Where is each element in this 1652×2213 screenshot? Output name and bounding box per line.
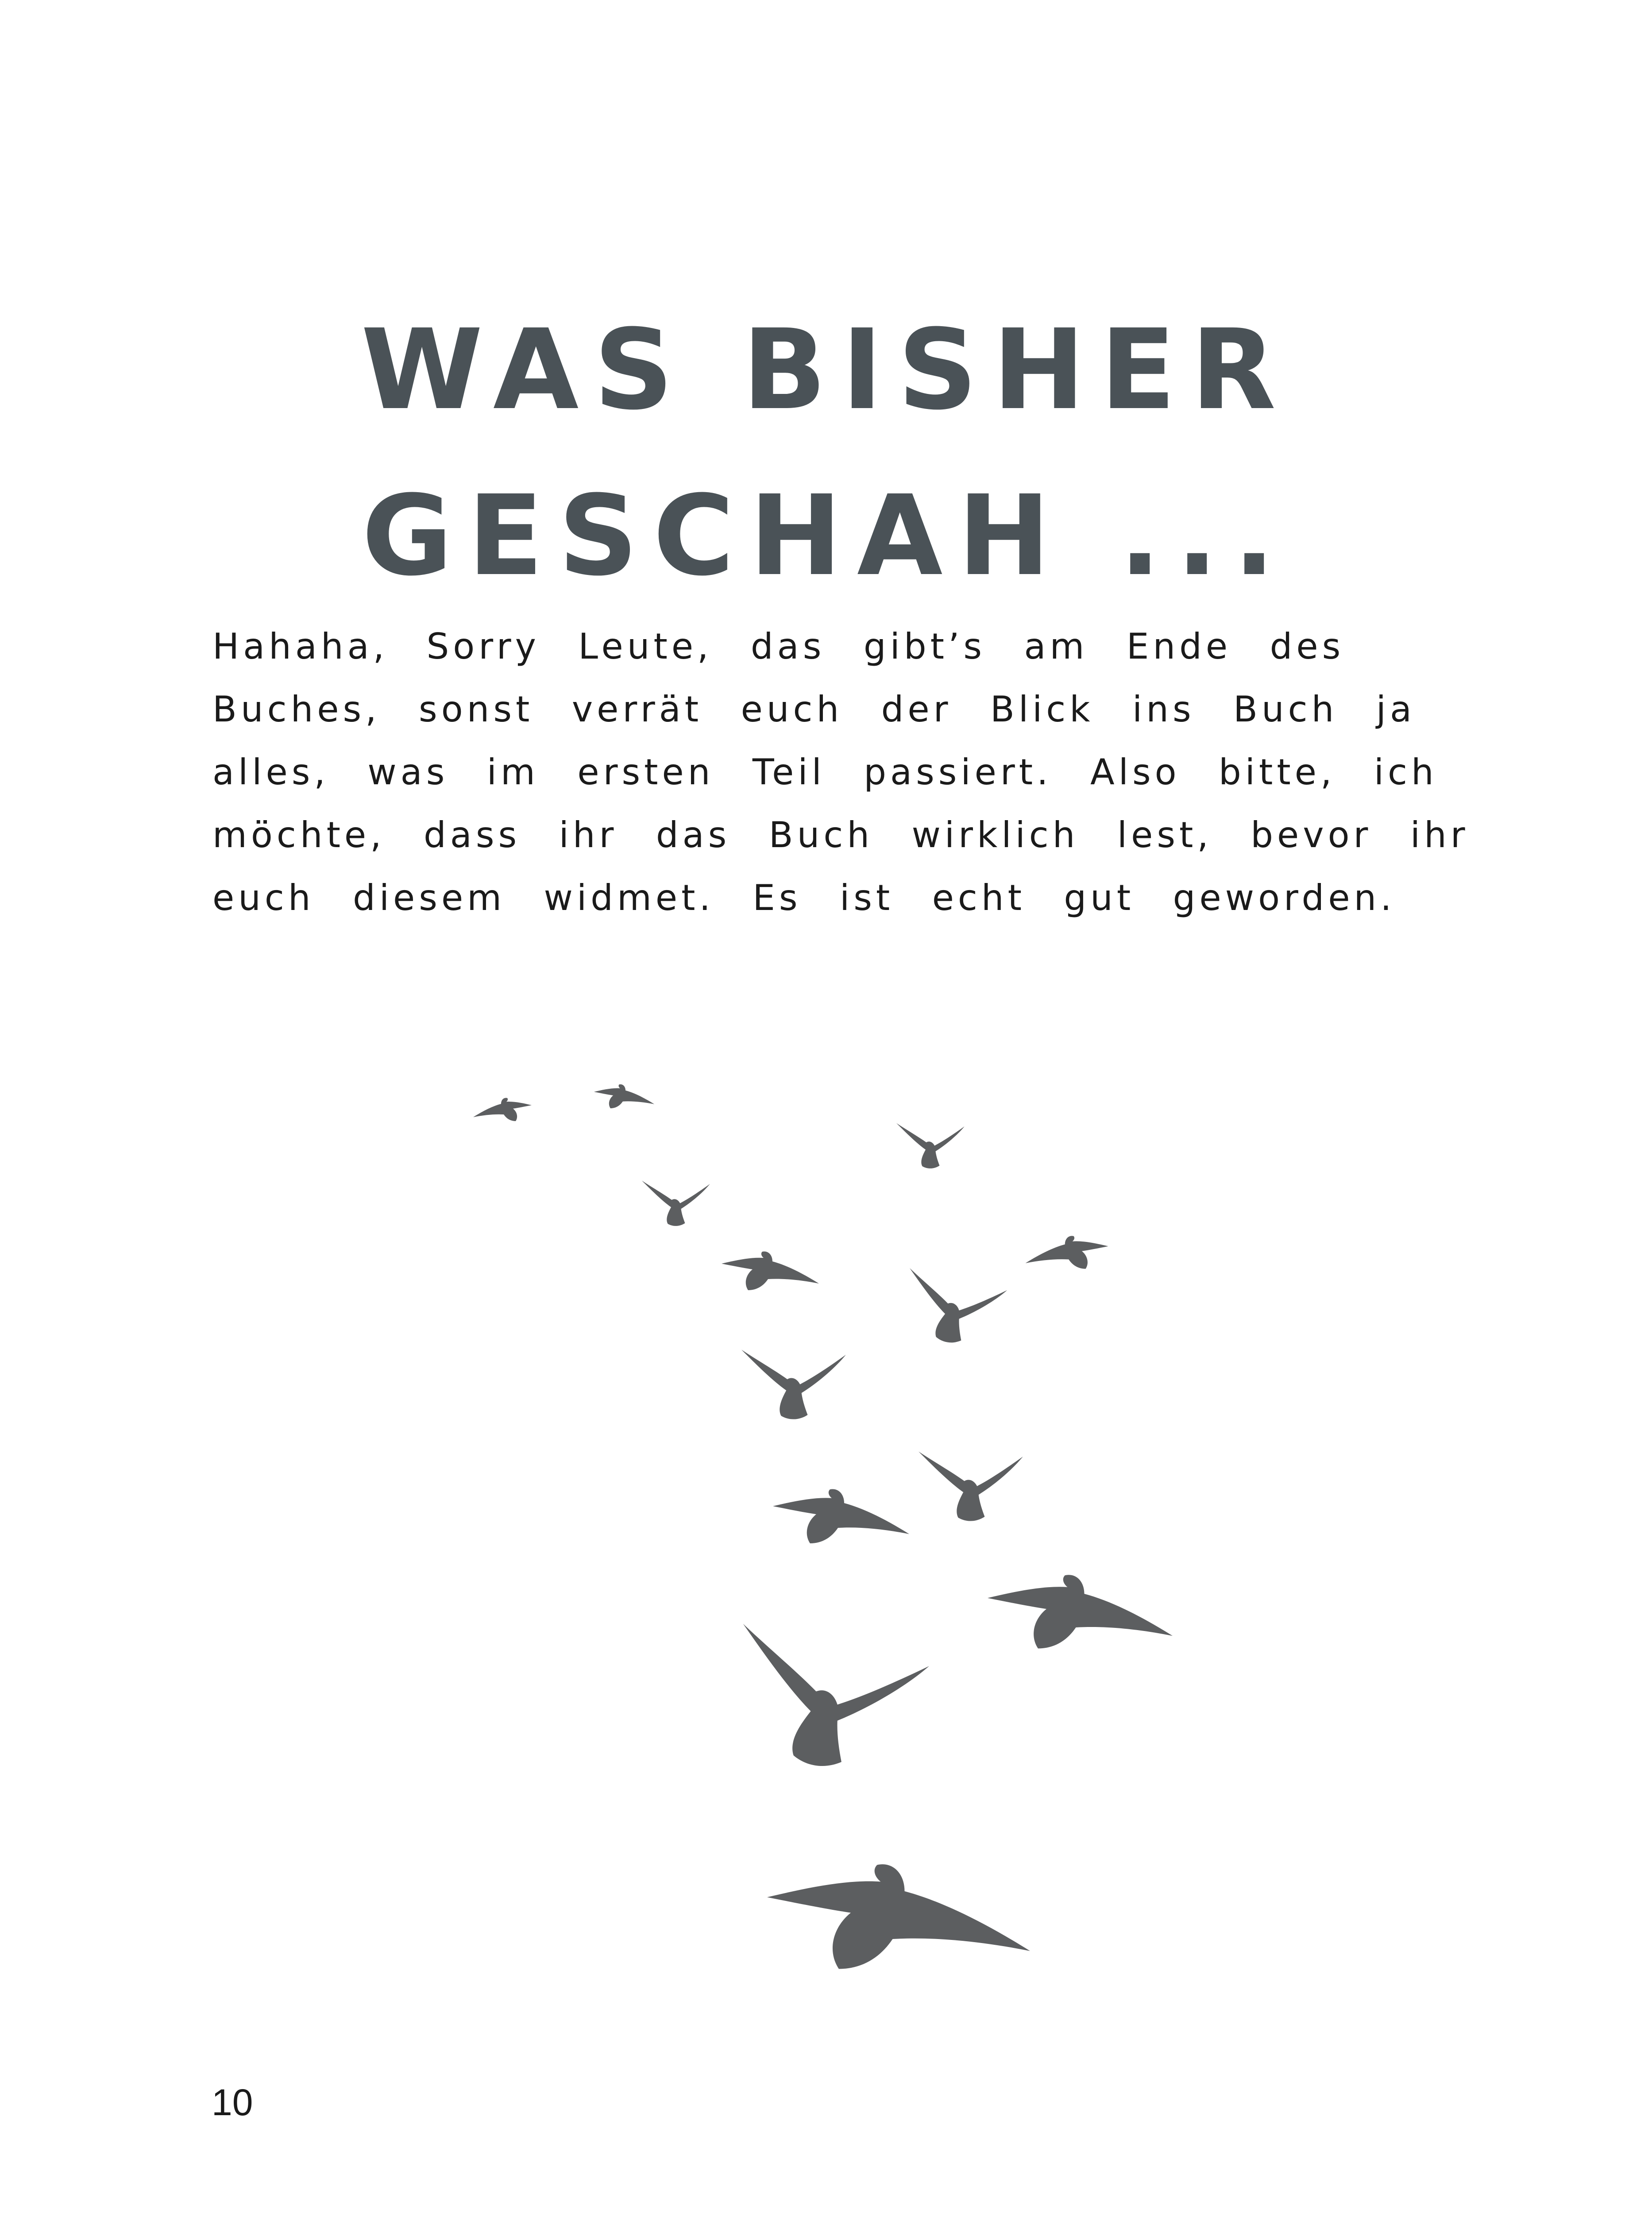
bird-icon: [898, 1268, 1008, 1351]
bird-icon: [473, 1098, 532, 1121]
bird-icon: [642, 1181, 710, 1226]
bird-icon: [988, 1575, 1173, 1648]
bird-icon: [721, 1624, 931, 1782]
body-line: euch diesem widmet. Es ist echt gut geworden.: [212, 877, 1396, 918]
title-line-1: WAS BISHER: [361, 305, 1291, 434]
title-line-2: GESCHAH ...: [362, 471, 1290, 600]
bird-icon: [773, 1489, 909, 1543]
bird-icon: [896, 1123, 965, 1168]
bird-icon: [722, 1251, 819, 1290]
bird-icon: [741, 1350, 846, 1419]
body-line: alles, was im ersten Teil passiert. Also bitte, ich: [212, 752, 1438, 793]
bird-icon: [767, 1864, 1030, 1969]
bird-icon: [1026, 1236, 1108, 1268]
body-line: Buches, sonst verrät euch der Blick ins Buch ja: [212, 689, 1416, 730]
body-line: Hahaha, Sorry Leute, das gibt’s am Ende des: [212, 626, 1345, 667]
bird-icon: [594, 1084, 654, 1108]
body-line: möchte, dass ihr das Buch wirklich lest, bevor ihr: [212, 814, 1469, 856]
bird-icon: [919, 1452, 1023, 1521]
page-number: 10: [212, 2082, 253, 2123]
